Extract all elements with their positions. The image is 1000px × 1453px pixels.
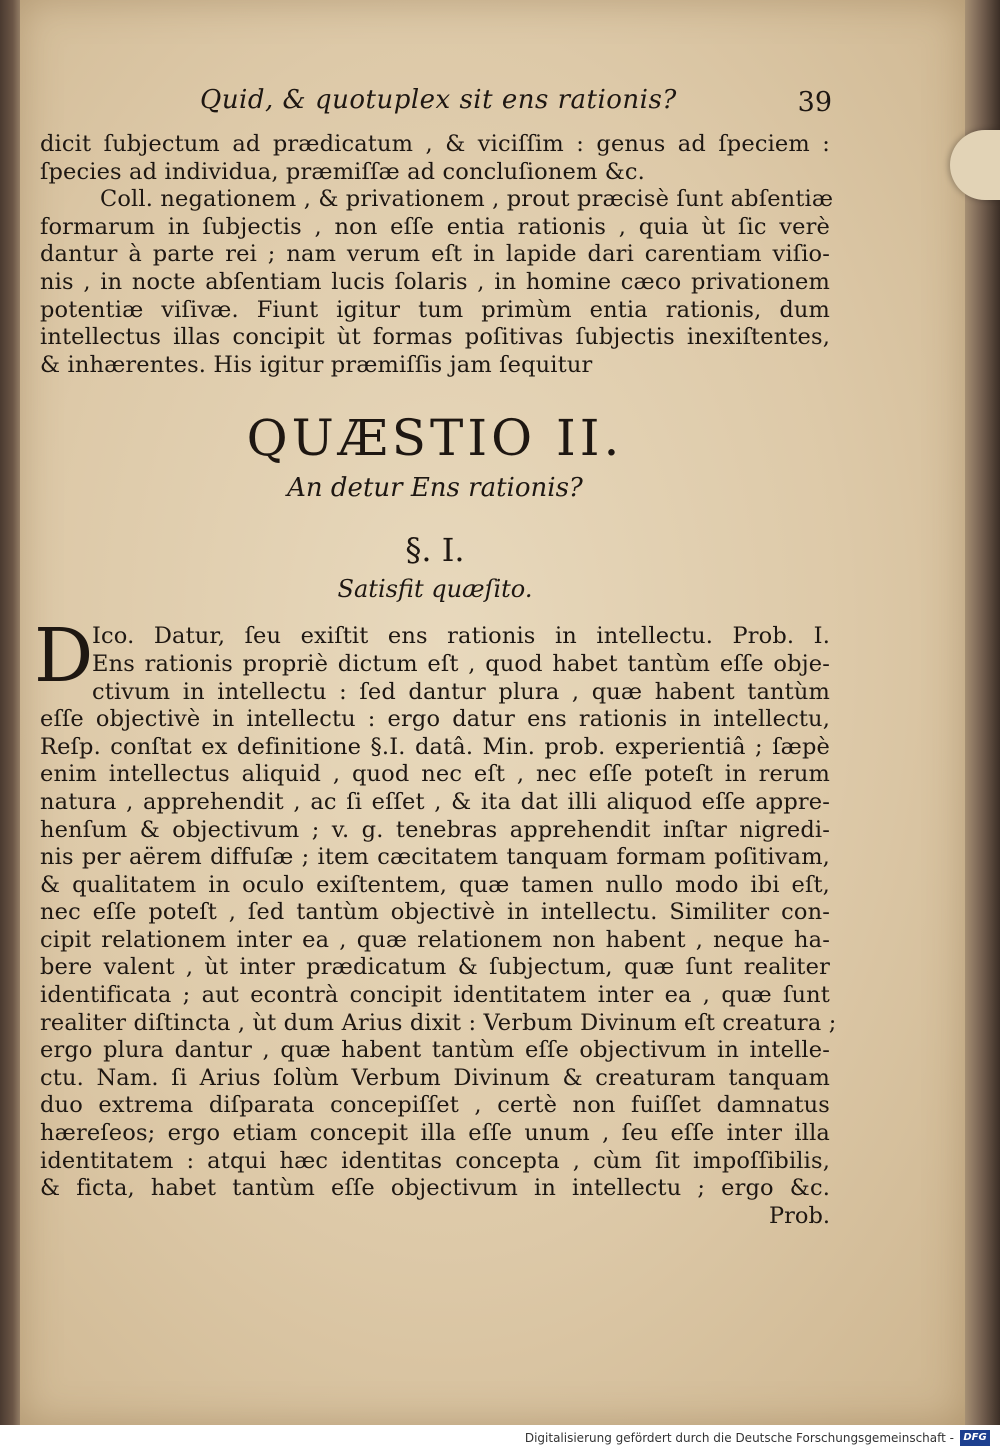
paragraph-2 [40, 186, 834, 379]
text-line: enim intellectus aliquid , quod nec eſt , nec eſſe poteſt in rerum [40, 761, 830, 788]
text-line: ctu. Nam. ſi Arius ſolùm Verbum Divinum & creaturam tanquam [40, 1064, 830, 1091]
paragraph-3 [34, 613, 837, 1230]
catchword: Prob. [769, 1202, 830, 1229]
text-line: nis per aërem diffuſæ ; item cæcitatem tanquam formam poſitivam, [40, 844, 830, 871]
text-line: Ico. Datur, ſeu exiſtit ens rationis in intellectu. Prob. I. [92, 623, 830, 650]
text-line: Coll. negationem , & privationem , prout præcisè ſunt abſentiæ [100, 186, 834, 213]
section-mark: §. I. [405, 531, 465, 570]
text-line: identificata ; aut econtrà concipit identitatem inter ea , quæ ſunt [40, 982, 830, 1009]
text-line: bere valent , ùt inter prædicatum & ſubjectum, quæ ſunt realiter [40, 954, 830, 981]
text-line: eſſe objectivè in intellectu : ergo datur ens rationis in intellectu, [40, 706, 830, 733]
text-line: formarum in ſubjectis , non eſſe entia rationis , quia ùt ſic verè [40, 213, 830, 240]
text-line: ergo plura dantur , quæ habent tantùm eſſe objectivum in intelle- [40, 1037, 830, 1064]
text-line: & qualitatem in oculo exiſtentem, quæ tamen nullo modo ibi eſt, [40, 871, 830, 898]
text-line: & ficta, habet tantùm eſſe objectivum in intellectu ; ergo &c. [40, 1175, 830, 1202]
text-line: Reſp. conſtat ex definitione §.I. datâ. Min. prob. experientiâ ; ſæpè [40, 733, 830, 760]
text-line: & inhærentes. His igitur præmiſſis jam ſequitur [40, 351, 593, 378]
page-text [34, 85, 837, 1230]
section-title: Satisfit quæſito. [337, 575, 533, 604]
text-line: nec eſſe poteſt , ſed tantùm objectivè in intellectu. Similiter con- [40, 899, 830, 926]
text-line: hæreſeos; ergo etiam concepit illa eſſe unum , ſeu eſſe inter illa [40, 1120, 830, 1147]
dfg-logo: DFG [960, 1430, 990, 1446]
text-line: duo extrema diſparata concepiſſet , certè non fuiſſet damnatus [40, 1092, 830, 1119]
text-line: potentiæ viſivæ. Fiunt igitur tum primùm entia rationis, dum [40, 296, 830, 323]
page-edge-shadow [960, 0, 1000, 1425]
text-line: ctivum in intellectu : ſed dantur plura , quæ habent tantùm [92, 678, 830, 705]
text-line: henſum & objectivum ; v. g. tenebras apprehendit inſtar nigredi- [40, 816, 830, 843]
text-line: realiter diſtincta , ùt dum Arius dixit : Verbum Divinum eſt creatura ; [40, 1009, 837, 1036]
footer-credit: Digitalisierung gefördert durch die Deutsche Forschungsgemeinschaft - [524, 1431, 954, 1445]
question-heading: QUÆSTIO II. [246, 409, 624, 468]
text-line: dicit ſubjectum ad prædicatum , & viciſſim : genus ad ſpeciem : [40, 131, 830, 157]
text-line: identitatem : atqui hæc identitas concepta , cùm ſit impoſſibilis, [40, 1147, 830, 1174]
page-number: 39 [797, 87, 832, 118]
text-line: natura , apprehendit , ac ſi eſſet , & ita dat illi aliquod eſſe appre- [40, 788, 830, 815]
running-head: Quid, & quotuplex sit ens rationis? [200, 85, 677, 115]
question-subheading: An detur Ens rationis? [287, 473, 583, 504]
text-line: cipit relationem inter ea , quæ relationem non habent , neque ha- [40, 926, 830, 953]
text-line: ſpecies ad individua, præmiſſæ ad concluſionem &c. [40, 158, 645, 185]
page-header [40, 85, 830, 131]
text-line: Ens rationis propriè dictum eſt , quod habet tantùm eſſe obje- [92, 650, 830, 677]
text-line: dantur à parte rei ; nam verum eſt in lapide dari carentiam viſio- [40, 241, 830, 268]
text-line: nis , in nocte abſentiam lucis ſolaris , in homine cæco privationem [40, 268, 830, 295]
drop-cap: D [34, 613, 94, 700]
text-line: intellectus illas concipit ùt formas poſitivas ſubjectis inexiſtentes, [40, 324, 830, 351]
paragraph-1 [40, 131, 830, 186]
